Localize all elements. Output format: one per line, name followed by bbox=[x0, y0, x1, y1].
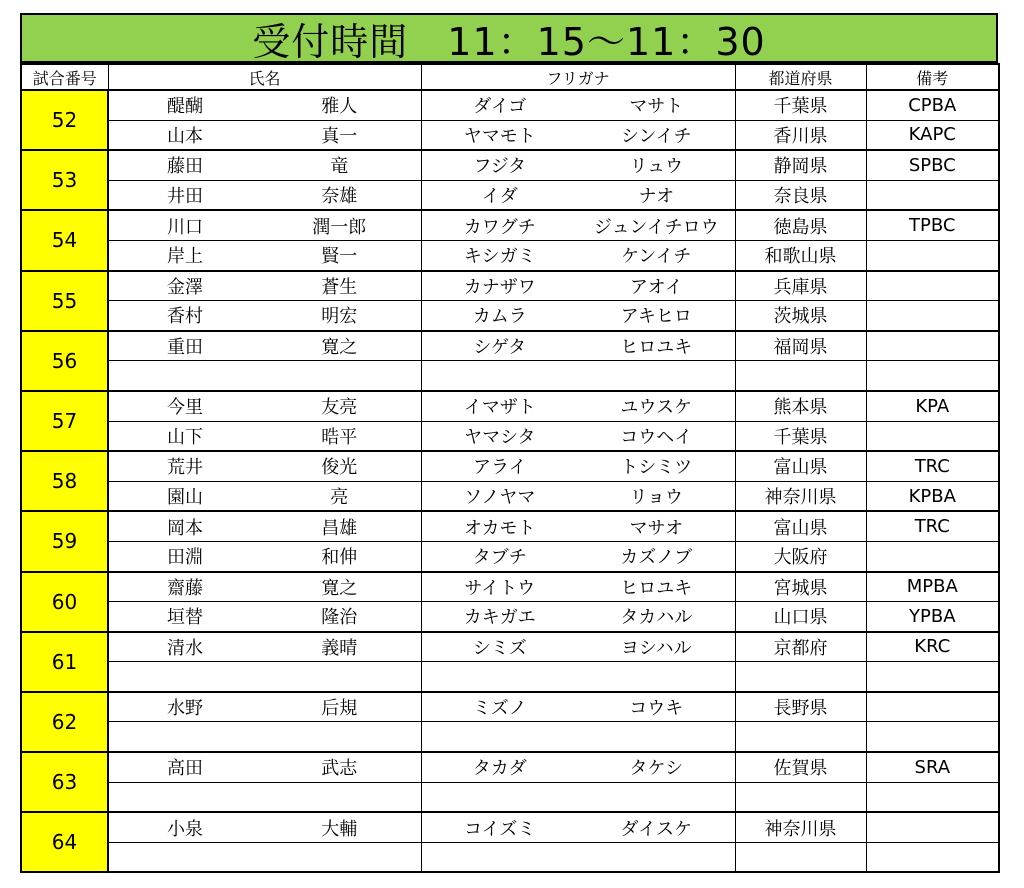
kana-given-cell: マサト bbox=[578, 90, 735, 120]
kana-surname-cell: キシガミ bbox=[421, 240, 578, 270]
kana-surname-cell: サイトウ bbox=[421, 572, 578, 602]
kana-given-cell: ヨシハル bbox=[578, 632, 735, 662]
surname-cell: 岸上 bbox=[108, 240, 258, 270]
prefecture-cell bbox=[735, 722, 866, 752]
prefecture-cell: 千葉県 bbox=[735, 90, 866, 120]
kana-given-cell: ダイスケ bbox=[578, 812, 735, 842]
prefecture-cell: 静岡県 bbox=[735, 150, 866, 180]
notes-cell bbox=[866, 240, 999, 270]
given-name-cell: 竜 bbox=[258, 150, 421, 180]
header-match-no: 試合番号 bbox=[21, 64, 108, 90]
table-row bbox=[21, 752, 999, 782]
kana-surname-cell bbox=[421, 722, 578, 752]
prefecture-cell: 福岡県 bbox=[735, 331, 866, 361]
surname-cell: 井田 bbox=[108, 180, 258, 210]
kana-surname-cell: フジタ bbox=[421, 150, 578, 180]
kana-surname-cell bbox=[421, 782, 578, 812]
table-row bbox=[21, 602, 999, 632]
table-row bbox=[21, 481, 999, 511]
kana-given-cell: ヒロユキ bbox=[578, 572, 735, 602]
surname-cell: 小泉 bbox=[108, 812, 258, 842]
kana-given-cell: マサオ bbox=[578, 511, 735, 541]
surname-cell bbox=[108, 842, 258, 872]
prefecture-cell: 千葉県 bbox=[735, 421, 866, 451]
table-row bbox=[21, 180, 999, 210]
kana-given-cell: ヒロユキ bbox=[578, 331, 735, 361]
prefecture-cell: 富山県 bbox=[735, 451, 866, 481]
prefecture-cell: 長野県 bbox=[735, 692, 866, 722]
given-name-cell bbox=[258, 722, 421, 752]
surname-cell: 垣替 bbox=[108, 602, 258, 632]
prefecture-cell: 大阪府 bbox=[735, 541, 866, 571]
given-name-cell: 昌雄 bbox=[258, 511, 421, 541]
kana-surname-cell: ミズノ bbox=[421, 692, 578, 722]
kana-given-cell bbox=[578, 842, 735, 872]
notes-cell bbox=[866, 782, 999, 812]
notes-cell bbox=[866, 180, 999, 210]
table-row bbox=[21, 842, 999, 872]
table-row bbox=[21, 90, 999, 120]
match-number: 64 bbox=[21, 812, 108, 872]
prefecture-cell: 神奈川県 bbox=[735, 481, 866, 511]
notes-cell: TRC bbox=[866, 511, 999, 541]
page-title: 受付時間 11：15～11：30 bbox=[20, 13, 998, 63]
kana-surname-cell: シゲタ bbox=[421, 331, 578, 361]
kana-given-cell: アオイ bbox=[578, 271, 735, 301]
prefecture-cell: 神奈川県 bbox=[735, 812, 866, 842]
match-number: 55 bbox=[21, 271, 108, 331]
notes-cell bbox=[866, 662, 999, 692]
table-row bbox=[21, 120, 999, 150]
notes-cell bbox=[866, 812, 999, 842]
kana-surname-cell: シミズ bbox=[421, 632, 578, 662]
match-number: 57 bbox=[21, 391, 108, 451]
kana-given-cell: カズノブ bbox=[578, 541, 735, 571]
given-name-cell: 晧平 bbox=[258, 421, 421, 451]
given-name-cell: 俊光 bbox=[258, 451, 421, 481]
notes-cell bbox=[866, 331, 999, 361]
given-name-cell bbox=[258, 782, 421, 812]
kana-surname-cell: コイズミ bbox=[421, 812, 578, 842]
header-row bbox=[21, 64, 999, 90]
surname-cell: 川口 bbox=[108, 210, 258, 240]
given-name-cell bbox=[258, 662, 421, 692]
kana-surname-cell: アライ bbox=[421, 451, 578, 481]
table-row bbox=[21, 812, 999, 842]
given-name-cell: 隆治 bbox=[258, 602, 421, 632]
kana-given-cell: ユウスケ bbox=[578, 391, 735, 421]
kana-given-cell: タケシ bbox=[578, 752, 735, 782]
prefecture-cell bbox=[735, 842, 866, 872]
prefecture-cell: 和歌山県 bbox=[735, 240, 866, 270]
header-name: 氏名 bbox=[108, 64, 421, 90]
match-table bbox=[20, 63, 1000, 873]
given-name-cell: 義晴 bbox=[258, 632, 421, 662]
given-name-cell: 友亮 bbox=[258, 391, 421, 421]
kana-given-cell: ナオ bbox=[578, 180, 735, 210]
given-name-cell: 寛之 bbox=[258, 572, 421, 602]
given-name-cell: 寛之 bbox=[258, 331, 421, 361]
table-row bbox=[21, 782, 999, 812]
surname-cell: 岡本 bbox=[108, 511, 258, 541]
given-name-cell: 明宏 bbox=[258, 301, 421, 331]
notes-cell bbox=[866, 271, 999, 301]
surname-cell: 荒井 bbox=[108, 451, 258, 481]
prefecture-cell: 熊本県 bbox=[735, 391, 866, 421]
kana-surname-cell: ソノヤマ bbox=[421, 481, 578, 511]
surname-cell: 高田 bbox=[108, 752, 258, 782]
surname-cell bbox=[108, 662, 258, 692]
surname-cell bbox=[108, 722, 258, 752]
notes-cell bbox=[866, 842, 999, 872]
notes-cell bbox=[866, 361, 999, 391]
given-name-cell: 真一 bbox=[258, 120, 421, 150]
notes-cell bbox=[866, 541, 999, 571]
kana-given-cell: ケンイチ bbox=[578, 240, 735, 270]
prefecture-cell: 佐賀県 bbox=[735, 752, 866, 782]
match-number: 54 bbox=[21, 210, 108, 270]
prefecture-cell: 兵庫県 bbox=[735, 271, 866, 301]
given-name-cell: 和伸 bbox=[258, 541, 421, 571]
match-number: 63 bbox=[21, 752, 108, 812]
table-row bbox=[21, 572, 999, 602]
kana-given-cell: ジュンイチロウ bbox=[578, 210, 735, 240]
table-row bbox=[21, 662, 999, 692]
surname-cell: 藤田 bbox=[108, 150, 258, 180]
table-row bbox=[21, 271, 999, 301]
kana-surname-cell: カナザワ bbox=[421, 271, 578, 301]
table-row bbox=[21, 361, 999, 391]
schedule-sheet bbox=[20, 13, 998, 873]
match-number: 53 bbox=[21, 150, 108, 210]
kana-given-cell: タカハル bbox=[578, 602, 735, 632]
prefecture-cell: 宮城県 bbox=[735, 572, 866, 602]
kana-surname-cell: カムラ bbox=[421, 301, 578, 331]
surname-cell: 金澤 bbox=[108, 271, 258, 301]
match-number: 58 bbox=[21, 451, 108, 511]
given-name-cell: 潤一郎 bbox=[258, 210, 421, 240]
header-prefecture: 都道府県 bbox=[735, 64, 866, 90]
given-name-cell: 武志 bbox=[258, 752, 421, 782]
prefecture-cell: 富山県 bbox=[735, 511, 866, 541]
surname-cell: 山下 bbox=[108, 421, 258, 451]
notes-cell: KPA bbox=[866, 391, 999, 421]
prefecture-cell: 京都府 bbox=[735, 632, 866, 662]
table-row bbox=[21, 301, 999, 331]
notes-cell: TRC bbox=[866, 451, 999, 481]
header-notes: 備考 bbox=[866, 64, 999, 90]
kana-surname-cell: ヤマモト bbox=[421, 120, 578, 150]
prefecture-cell: 山口県 bbox=[735, 602, 866, 632]
given-name-cell bbox=[258, 842, 421, 872]
given-name-cell bbox=[258, 361, 421, 391]
notes-cell bbox=[866, 301, 999, 331]
surname-cell: 山本 bbox=[108, 120, 258, 150]
notes-cell: SPBC bbox=[866, 150, 999, 180]
kana-given-cell bbox=[578, 662, 735, 692]
surname-cell bbox=[108, 782, 258, 812]
given-name-cell: 雅人 bbox=[258, 90, 421, 120]
notes-cell: MPBA bbox=[866, 572, 999, 602]
notes-cell: KAPC bbox=[866, 120, 999, 150]
table-row bbox=[21, 421, 999, 451]
match-number: 61 bbox=[21, 632, 108, 692]
kana-given-cell: シンイチ bbox=[578, 120, 735, 150]
surname-cell: 香村 bbox=[108, 301, 258, 331]
surname-cell: 齋藤 bbox=[108, 572, 258, 602]
kana-surname-cell: タカダ bbox=[421, 752, 578, 782]
given-name-cell: 后規 bbox=[258, 692, 421, 722]
surname-cell: 清水 bbox=[108, 632, 258, 662]
notes-cell: CPBA bbox=[866, 90, 999, 120]
table-row bbox=[21, 511, 999, 541]
notes-cell: SRA bbox=[866, 752, 999, 782]
table-row bbox=[21, 150, 999, 180]
table-row bbox=[21, 632, 999, 662]
kana-surname-cell: ヤマシタ bbox=[421, 421, 578, 451]
kana-surname-cell: タブチ bbox=[421, 541, 578, 571]
surname-cell: 醍醐 bbox=[108, 90, 258, 120]
kana-surname-cell bbox=[421, 842, 578, 872]
table-row bbox=[21, 240, 999, 270]
kana-surname-cell: イダ bbox=[421, 180, 578, 210]
kana-given-cell: トシミツ bbox=[578, 451, 735, 481]
prefecture-cell: 香川県 bbox=[735, 120, 866, 150]
surname-cell bbox=[108, 361, 258, 391]
prefecture-cell: 奈良県 bbox=[735, 180, 866, 210]
given-name-cell: 奈雄 bbox=[258, 180, 421, 210]
kana-surname-cell: オカモト bbox=[421, 511, 578, 541]
surname-cell: 田淵 bbox=[108, 541, 258, 571]
table-row bbox=[21, 210, 999, 240]
notes-cell: KPBA bbox=[866, 481, 999, 511]
kana-given-cell: リョウ bbox=[578, 481, 735, 511]
table-row bbox=[21, 722, 999, 752]
notes-cell bbox=[866, 722, 999, 752]
prefecture-cell bbox=[735, 662, 866, 692]
table-row bbox=[21, 391, 999, 421]
surname-cell: 今里 bbox=[108, 391, 258, 421]
table-row bbox=[21, 541, 999, 571]
notes-cell bbox=[866, 692, 999, 722]
match-number: 60 bbox=[21, 572, 108, 632]
match-number: 56 bbox=[21, 331, 108, 391]
given-name-cell: 賢一 bbox=[258, 240, 421, 270]
kana-given-cell bbox=[578, 782, 735, 812]
surname-cell: 園山 bbox=[108, 481, 258, 511]
notes-cell: KRC bbox=[866, 632, 999, 662]
prefecture-cell bbox=[735, 361, 866, 391]
kana-given-cell bbox=[578, 361, 735, 391]
table-row bbox=[21, 331, 999, 361]
prefecture-cell: 徳島県 bbox=[735, 210, 866, 240]
notes-cell: YPBA bbox=[866, 602, 999, 632]
match-number: 52 bbox=[21, 90, 108, 150]
match-number: 59 bbox=[21, 511, 108, 571]
kana-given-cell: コウヘイ bbox=[578, 421, 735, 451]
header-furigana: フリガナ bbox=[421, 64, 735, 90]
kana-given-cell: アキヒロ bbox=[578, 301, 735, 331]
kana-given-cell bbox=[578, 722, 735, 752]
kana-surname-cell: イマザト bbox=[421, 391, 578, 421]
notes-cell bbox=[866, 421, 999, 451]
given-name-cell: 蒼生 bbox=[258, 271, 421, 301]
kana-surname-cell: カキガエ bbox=[421, 602, 578, 632]
given-name-cell: 大輔 bbox=[258, 812, 421, 842]
kana-surname-cell: カワグチ bbox=[421, 210, 578, 240]
surname-cell: 重田 bbox=[108, 331, 258, 361]
kana-surname-cell: ダイゴ bbox=[421, 90, 578, 120]
kana-given-cell: リュウ bbox=[578, 150, 735, 180]
table-row bbox=[21, 692, 999, 722]
match-rows bbox=[21, 90, 999, 872]
notes-cell: TPBC bbox=[866, 210, 999, 240]
kana-surname-cell bbox=[421, 361, 578, 391]
prefecture-cell: 茨城県 bbox=[735, 301, 866, 331]
match-number: 62 bbox=[21, 692, 108, 752]
kana-surname-cell bbox=[421, 662, 578, 692]
prefecture-cell bbox=[735, 782, 866, 812]
kana-given-cell: コウキ bbox=[578, 692, 735, 722]
given-name-cell: 亮 bbox=[258, 481, 421, 511]
table-row bbox=[21, 451, 999, 481]
surname-cell: 水野 bbox=[108, 692, 258, 722]
